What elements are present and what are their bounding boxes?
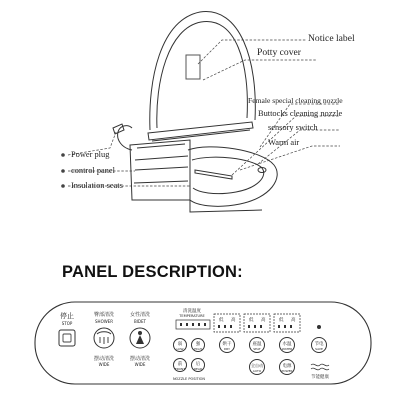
seat-cn: 座温: [252, 342, 262, 347]
eco-indicator-dot: [317, 325, 321, 329]
rear-cn: 后: [195, 362, 201, 367]
label-female-nozzle: Female special cleaning nozzle: [248, 96, 343, 105]
rear-en: REAR: [193, 367, 203, 371]
high-label-1: 高: [231, 318, 236, 323]
label-potty-cover: Potty cover: [257, 47, 301, 58]
auto-en: AUTO: [252, 369, 262, 373]
label-buttocks-nozzle: Buttocks cleaning nozzle: [258, 109, 343, 118]
callout-dots: [61, 153, 65, 188]
wide-right-cn: 摆动清洗: [129, 356, 151, 362]
leader-potty-cover: [203, 60, 316, 80]
auto-cn: 全自动: [251, 363, 263, 368]
high-label-3: 高: [291, 318, 296, 323]
level-leds: [218, 325, 292, 328]
low-label-2: 低: [249, 318, 254, 323]
power-en: POWER: [281, 369, 293, 373]
weak-cn: 弱: [177, 342, 183, 347]
dry-en: DRY: [223, 347, 231, 351]
nozzle-drawing: [195, 170, 232, 179]
leader-warm-air: [240, 146, 340, 170]
label-warm-air: Warm air: [268, 138, 300, 147]
stop-cn: 停止: [60, 312, 74, 320]
temp-cn: 清洗温度: [183, 309, 201, 314]
water-cn: 水温: [282, 342, 292, 347]
strong-en: HIGH: [194, 347, 202, 351]
level-indicator-boxes: [214, 314, 300, 332]
wide-left-cn: 摆动清洗: [93, 356, 115, 362]
lid-inner: [157, 21, 248, 128]
bidet-cn: 女性清洗: [129, 312, 151, 318]
power-cn: 电源: [282, 364, 292, 369]
toilet-seat-drawing: [113, 12, 277, 212]
shower-en: SHOWER: [95, 319, 113, 324]
stop-en: STOP: [61, 321, 73, 326]
wide-left-en: WIDE: [98, 362, 110, 367]
wide-right-en: WIDE: [134, 362, 146, 367]
nozzle-en: NOZZLE POSITION: [172, 377, 206, 381]
label-notice: Notice label: [308, 33, 355, 44]
label-sensory-switch: sensory switch: [268, 123, 318, 132]
water-en: WATER: [281, 347, 293, 351]
notice-label-rect: [186, 55, 200, 79]
strong-cn: 强: [195, 342, 201, 347]
stop-button[interactable]: [59, 330, 75, 346]
eco-cn: 节电: [314, 342, 324, 347]
label-power-plug: Power plug: [71, 150, 110, 159]
label-control-panel: control panel: [71, 166, 115, 175]
plug-head: [113, 124, 124, 134]
high-label-2: 高: [261, 318, 266, 323]
control-panel-drawing: [35, 302, 371, 384]
low-label-1: 低: [219, 318, 224, 323]
sensor-wave-icon: [311, 364, 329, 370]
label-insulation-seats: Insulation seats: [71, 181, 123, 190]
front-en: FRONT: [174, 367, 186, 371]
eco-en: SAVE: [315, 347, 323, 351]
front-cn: 前: [177, 362, 183, 367]
seat-en: SEAT: [253, 347, 261, 351]
seat-ring-outer: [188, 147, 277, 206]
bidet-en: BIDET: [134, 319, 146, 324]
shower-cn: 臀部清洗: [93, 312, 115, 318]
lid-outline: [150, 12, 256, 130]
weak-en: LOW: [176, 347, 184, 351]
ez-cn: 节能健康: [311, 375, 329, 380]
low-label-3: 低: [279, 318, 284, 323]
dry-cn: 烘干: [222, 342, 232, 347]
temp-indicator-leds: [180, 323, 206, 326]
panel-description-heading: PANEL DESCRIPTION:: [62, 263, 243, 281]
temp-en: TEMPERATURE: [179, 314, 205, 318]
